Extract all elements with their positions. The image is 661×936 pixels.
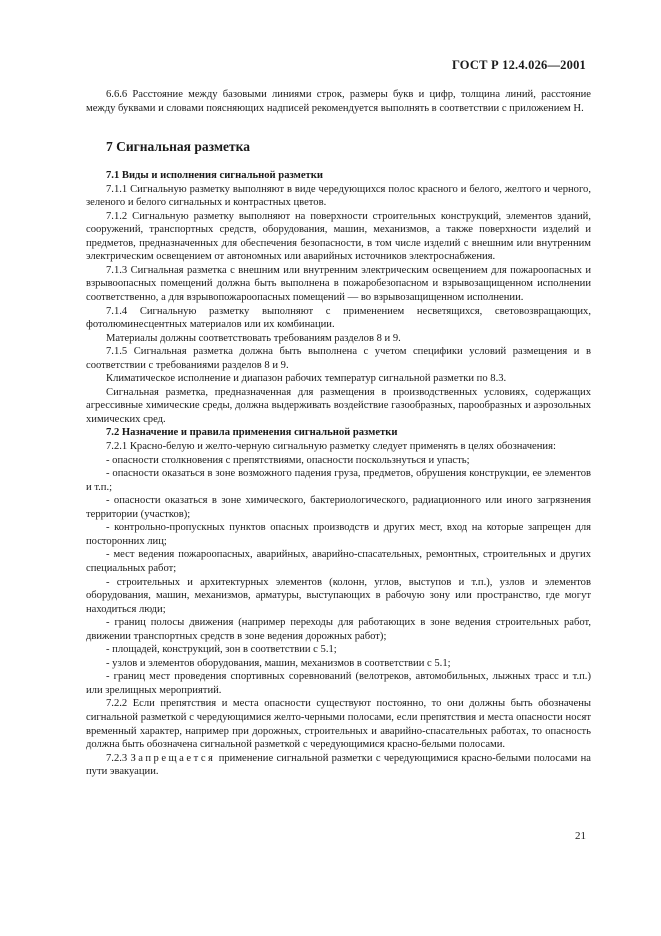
paragraph-7-1-1: 7.1.1 Сигнальную разметку выполняют в виде чередующихся полос красного и белого, желтого и черного, зеленого и белого сигнальных и контрастных цветов. [86,183,591,209]
page-number: 21 [575,830,586,842]
list-item: - площадей, конструкций, зон в соответствии с 5.1; [106,644,337,656]
list-item: - строительных и архитектурных элементов (колонн, углов, выступов и т.п.), узлов и элементов оборудования, машин, механизмов, арматуры, выступающих в рабочую зону или пространство, где могут находиться люди; [86,576,591,615]
list-item: - границ мест проведения спортивных соревнований (велотреков, автомобильных, лыжных трасс и т.п.) или зрелищных мероприятий. [86,671,591,696]
paragraph-6-6-6: 6.6.6 Расстояние между базовыми линиями строк, размеры букв и цифр, толщина линий, расстояние между буквами и словами поясняющих надписей рекомендуется выполнять в соответствии с приложением Н. [86,89,591,114]
section-7-title: 7 Сигнальная разметка [106,139,250,155]
paragraph-7-2-3-number: 7.2.3 [106,752,128,764]
paragraph-7-1-5-climate: Климатическое исполнение и диапазон рабочих температур сигнальной разметки по 8.3. [106,373,507,385]
paragraph-7-2-2: 7.2.2 Если препятствия и места опасности существуют постоянно, то они должны быть обозначены сигнальной разметкой с чередующимися желто-черными полосами, если препятствия и места опасности носят временный характер, например при дорожных, строительных и аварийно-спасательных работах, то опасность должна быть обозначена сигнальной разметкой с чередующимися красно-белыми полосами. [86,698,591,751]
list-item: - узлов и элементов оборудования, машин, механизмов в соответствии с 5.1; [106,657,451,669]
list-item: - границ полосы движения (например переходы для работающих в зоне ведения строительных работ, движении транспортных средств в зоне ведения дорожных работ); [86,617,591,642]
standard-header: ГОСТ Р 12.4.026—2001 [451,58,586,72]
paragraph-7-2-3-text: применение сигнальной разметки с чередующимися красно-белыми полосами на пути эвакуации. [86,752,591,778]
subsection-7-1-title: 7.1 Виды и исполнения сигнальной разметки [106,170,323,182]
subsection-7-2-title: 7.2 Назначение и правила применения сигнальной разметки [106,427,398,439]
document-body [86,88,591,779]
paragraph-7-1-4: 7.1.4 Сигнальную разметку выполняют с применением несветящихся, световозвращающих, фотолюминесцентных материалов или их комбинации. [86,305,591,331]
paragraph-7-1-4-materials: Материалы должны соответствовать требованиям разделов 8 и 9. [106,332,401,344]
paragraph-7-1-2: 7.1.2 Сигнальную разметку выполняют на поверхности строительных конструкций, элементов зданий, сооружений, транспортных средств, оборудования, машин, механизмов, а также поверхности изделий и предметов, предназначенных для обеспечения безопасности, в том числе изделий с внешним или внутренним электрическим освещением от автономных или аварийных источников электроснабжения. [86,210,591,263]
list-item: - контрольно-пропускных пунктов опасных производств и других мест, вход на которые запрещен для посторонних лиц; [86,522,591,547]
prohibited-word: Запрещается [130,752,216,764]
list-item: - опасности столкновения с препятствиями, опасности поскользнуться и упасть; [106,454,470,466]
list-item: - опасности оказаться в зоне химического, бактериологического, радиационного или иного загрязнения территории (участков); [86,495,591,520]
paragraph-7-2-1: 7.2.1 Красно-белую и желто-черную сигнальную разметку следует применять в целях обозначения: [106,441,556,453]
paragraph-7-1-5: 7.1.5 Сигнальная разметка должна быть выполнена с учетом специфики условий размещения и в соответствии с требованиями разделов 8 и 9. [86,346,591,371]
list-item: - опасности оказаться в зоне возможного падения груза, предметов, обрушения конструкции, ее элементов и т.п.; [86,468,591,493]
paragraph-7-2-3 [86,752,591,779]
paragraph-7-1-5-chemical: Сигнальная разметка, предназначенная для размещения в производственных условиях, содержащих агрессивные химические среды, должна выдерживать воздействие газообразных, парообразных и аэрозольных химических сред. [86,386,591,425]
paragraph-7-1-3: 7.1.3 Сигнальная разметка с внешним или внутренним электрическим освещением для пожароопасных и взрывоопасных помещений должна быть выполнена в пожаробезопасном и взрывозащищенном исполнении соответственно, а для взрывопожароопасных помещений — во взрывозащищенном исполнении. [86,264,591,304]
list-item: - мест ведения пожароопасных, аварийных, аварийно-спасательных, ремонтных, строительных и других специальных работ; [86,549,591,574]
